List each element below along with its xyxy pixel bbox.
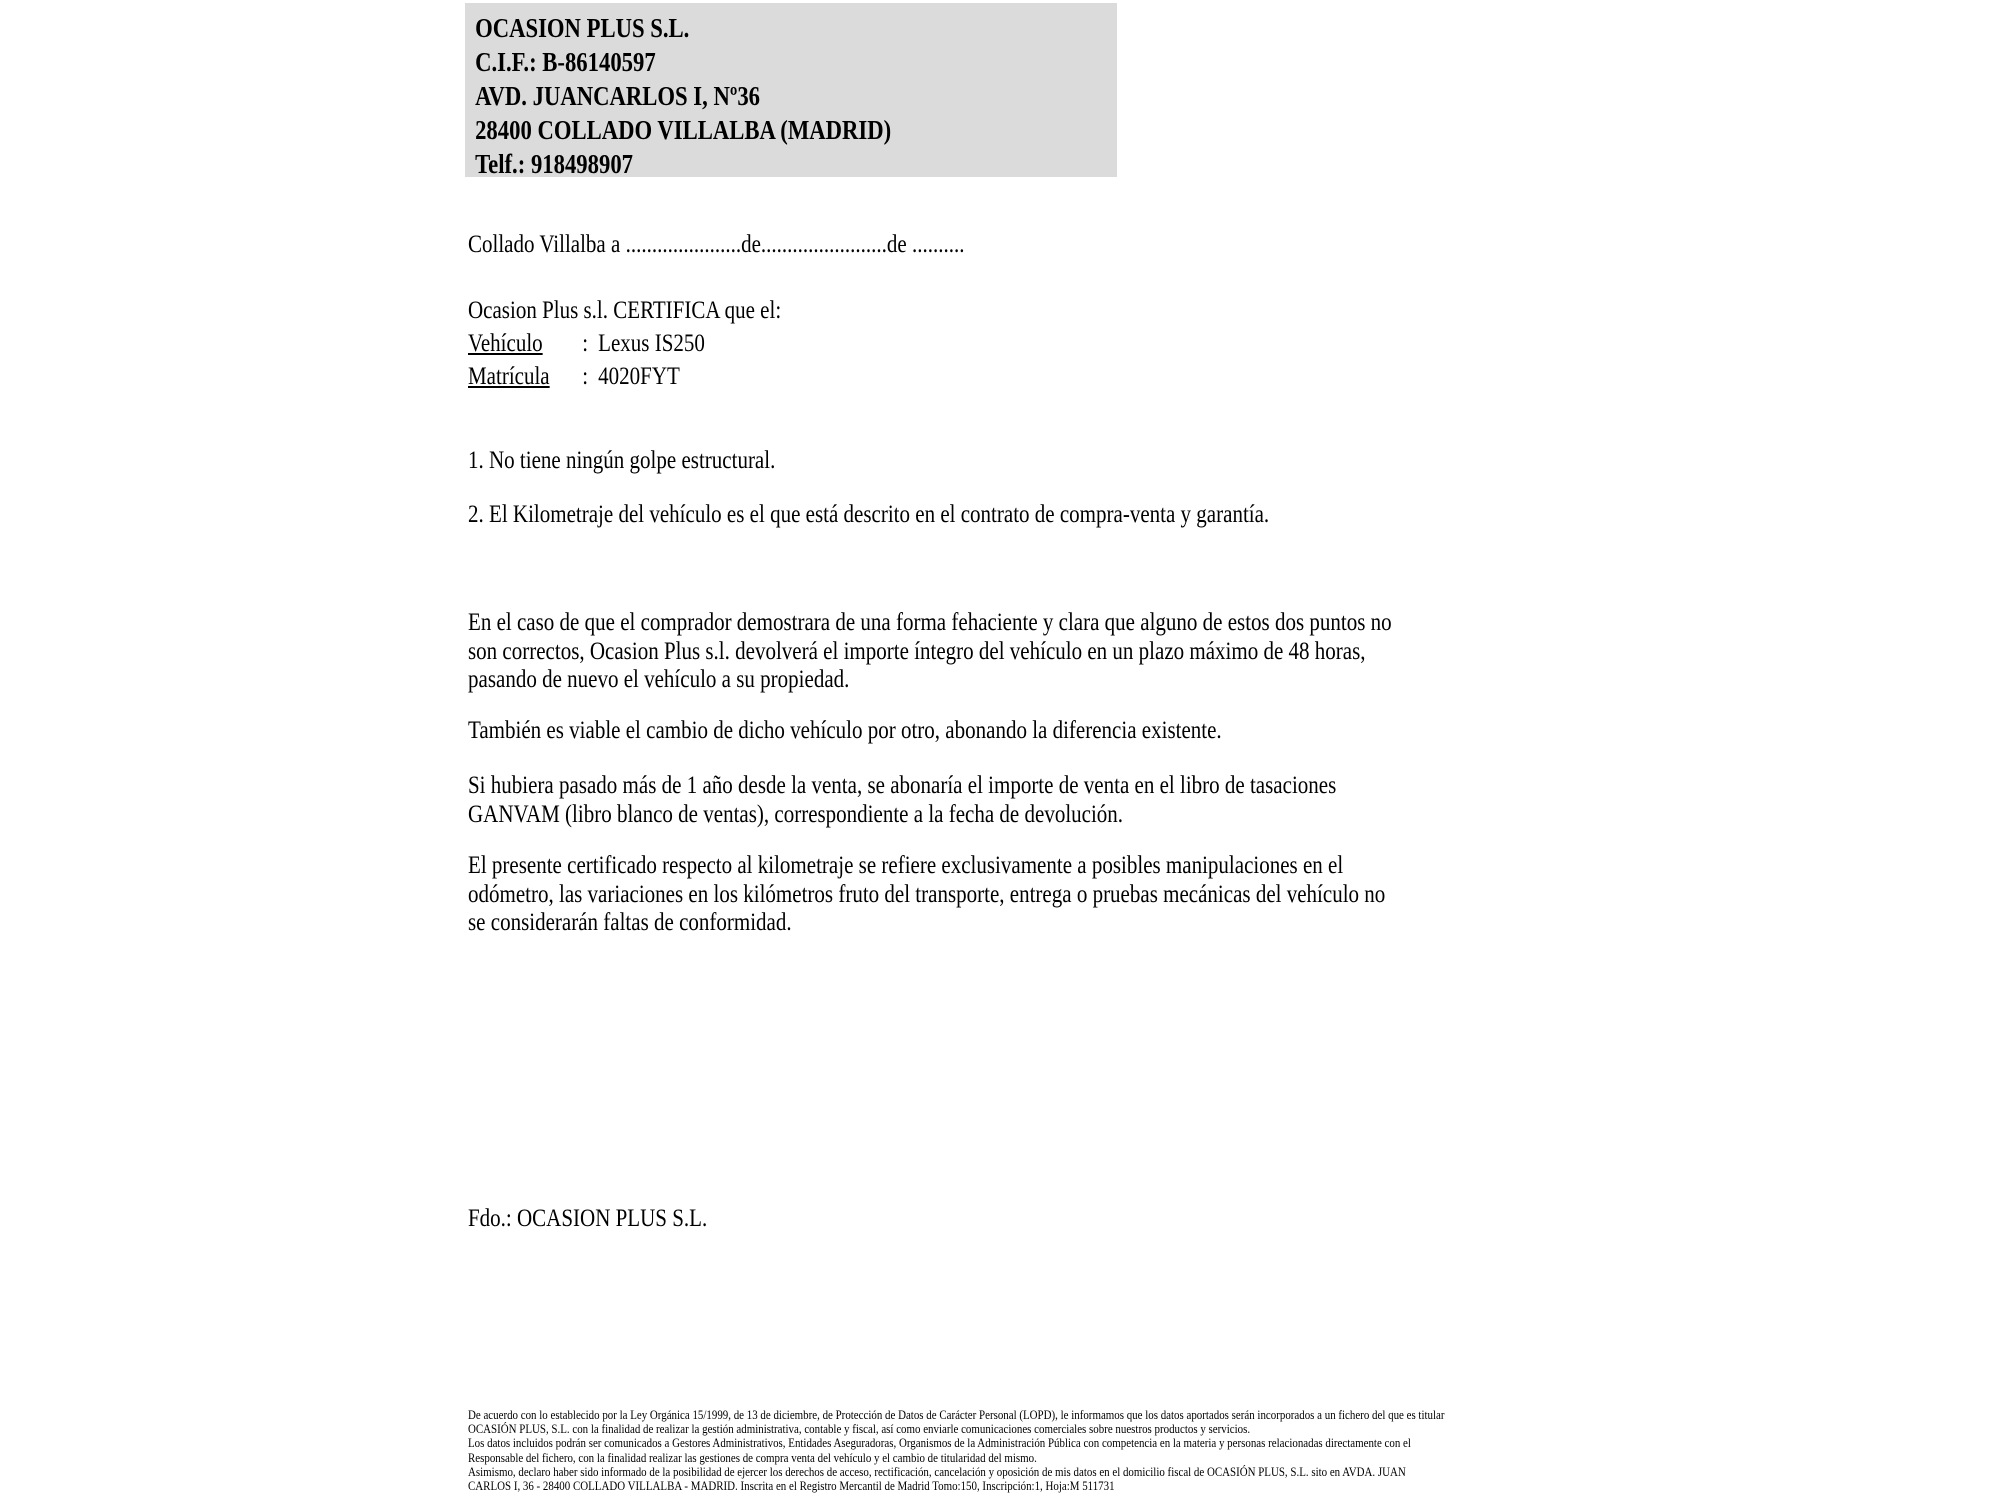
company-address-city: 28400 COLLADO VILLALBA (MADRID) [475, 115, 892, 145]
paragraph-line: GANVAM (libro blanco de ventas), correspondiente a la fecha de devolución. [468, 800, 1124, 828]
paragraph-line: También es viable el cambio de dicho vehículo por otro, abonando la diferencia existente. [468, 717, 1222, 744]
paragraph-line: Si hubiera pasado más de 1 año desde la venta, se abonaría el importe de venta en el libro de tasaciones [468, 772, 1337, 799]
paragraph-line: odómetro, las variaciones en los kilómetros fruto del transporte, entrega o pruebas mecánicas del vehículo no [468, 880, 1386, 908]
company-address-street: AVD. JUANCARLOS I, Nº36 [475, 81, 761, 111]
signature-line: Fdo.: OCASION PLUS S.L. [468, 1205, 708, 1232]
footer-line: Responsable del fichero, con la finalidad realizar las gestiones de compra venta del vehículo y el cambio de titularidad del mismo. [468, 1449, 1037, 1465]
body-paragraph-exchange [468, 717, 1222, 746]
vehicle-separator: : [582, 330, 589, 357]
paragraph-line: se considerarán faltas de conformidad. [468, 909, 792, 936]
vehicle-label: Vehículo [468, 330, 543, 357]
footer-line: Los datos incluidos podrán ser comunicados a Gestores Administrativos, Entidades Aseguradoras, Organismos de la Administración Pública con competencia en la materia y personas relacionadas directamente con el [468, 1435, 1411, 1451]
vehicle-value: Lexus IS250 [598, 330, 705, 357]
body-paragraph-odometer [468, 852, 1385, 938]
condition-item-1: 1. No tiene ningún golpe estructural. [468, 447, 776, 474]
company-name: OCASION PLUS S.L. [475, 13, 690, 43]
footer-line: De acuerdo con lo establecido por la Ley Orgánica 15/1999, de 13 de diciembre, de Protección de Datos de Carácter Personal (LOPD), le informamos que los datos aportados serán incorporados a un fichero del que es titular [468, 1407, 1445, 1422]
footer-line: Asimismo, declaro haber sido informado de la posibilidad de ejercer los derechos de acceso, rectificación, cancelación y oposición de mis datos en el domicilio fiscal de OCASIÓN PLUS, S.L. sito en AVDA. JUAN [468, 1463, 1406, 1479]
paragraph-line: son correctos, Ocasion Plus s.l. devolverá el importe íntegro del vehículo en un plazo máximo de 48 horas, [468, 637, 1366, 665]
plate-separator: : [582, 363, 589, 390]
body-paragraph-ganvam [468, 772, 1336, 829]
condition-item-2: 2. El Kilometraje del vehículo es el que está descrito en el contrato de compra-venta y garantía. [468, 501, 1270, 528]
plate-label: Matrícula [468, 363, 550, 390]
legal-footer [468, 1408, 1445, 1493]
certify-intro: Ocasion Plus s.l. CERTIFICA que el: [468, 297, 782, 324]
plate-value: 4020FYT [598, 363, 680, 390]
paragraph-line: En el caso de que el comprador demostrara de una forma fehaciente y clara que alguno de estos dos puntos no [468, 609, 1392, 636]
plate-row [468, 360, 781, 393]
certify-section [468, 294, 781, 393]
footer-line: OCASIÓN PLUS, S.L. con la finalidad de realizar la gestión administrativa, contable y fiscal, así como enviarle comunicaciones comerciales sobre nuestros productos y servicios. [468, 1421, 1251, 1437]
paragraph-line: El presente certificado respecto al kilometraje se refiere exclusivamente a posibles manipulaciones en el [468, 852, 1344, 879]
vehicle-row [468, 327, 781, 360]
company-phone: Telf.: 918498907 [475, 149, 633, 179]
footer-line: CARLOS I, 36 - 28400 COLLADO VILLALBA - MADRID. Inscrita en el Registro Mercantil de Madrid Tomo:150, Inscripción:1, Hoja:M 511731 [468, 1478, 1115, 1494]
company-cif: C.I.F.: B-86140597 [475, 47, 656, 77]
document-body [468, 0, 1505, 1500]
paragraph-line: pasando de nuevo el vehículo a su propiedad. [468, 666, 850, 693]
body-paragraph-refund [468, 609, 1392, 695]
date-line: Collado Villalba a ......................de........................de .......... [468, 231, 965, 258]
